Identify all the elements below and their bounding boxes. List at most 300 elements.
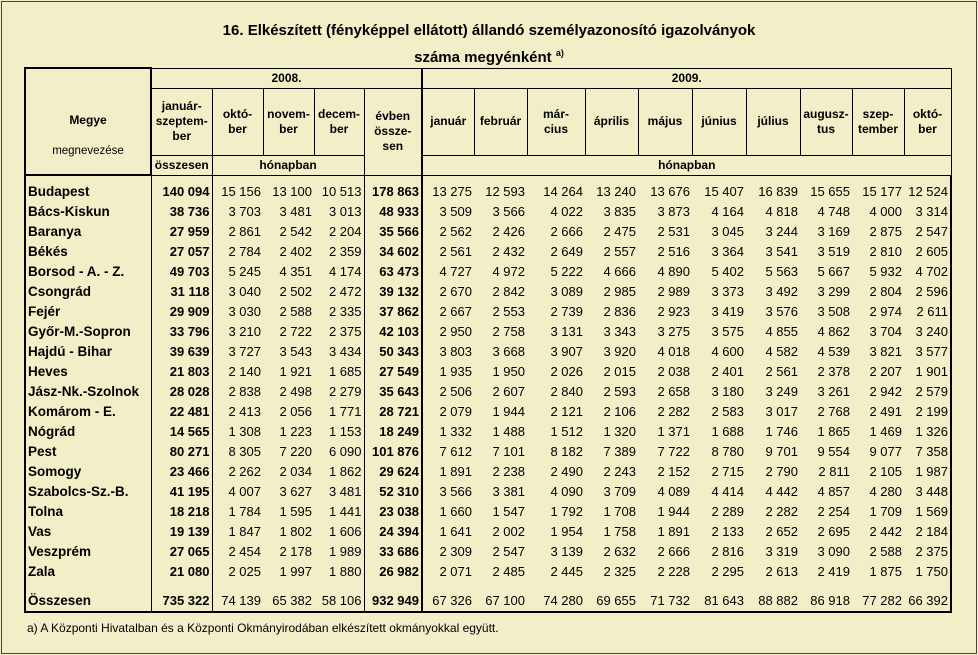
cell-value: 1 935 xyxy=(422,361,474,381)
cell-value: 14 565 xyxy=(151,421,212,441)
header-m2009-9-l1: szep- xyxy=(862,106,894,121)
row-name: Heves xyxy=(25,361,151,381)
cell-value: 8 182 xyxy=(550,443,583,459)
cell-value: 2 861 xyxy=(228,223,261,239)
cell-value: 3 299 xyxy=(817,283,850,299)
cell-value: 2 325 xyxy=(603,563,636,579)
row-name: Budapest xyxy=(25,175,151,201)
cell-value: 2 359 xyxy=(328,243,362,259)
cell-value: 2 942 xyxy=(869,383,902,399)
cell-value: 50 343 xyxy=(364,341,422,361)
cell-value: 1 891 xyxy=(657,523,690,539)
title-line-1: 16. Elkészített (fényképpel ellátott) állandó személyazonosító igazolványok xyxy=(222,22,756,39)
cell-value: 2 542 xyxy=(279,223,312,239)
header-megnevezese-label: megnevezése xyxy=(52,145,124,157)
cell-value: 3 668 xyxy=(492,343,525,359)
cell-value: 9 701 xyxy=(765,443,798,459)
cell-value: 3 169 xyxy=(817,223,850,239)
cell-value: 9 554 xyxy=(817,443,850,459)
cell-value: 2 739 xyxy=(550,303,583,319)
header-m2009-1-l1: január xyxy=(430,114,467,128)
cell-value: 2 502 xyxy=(279,283,312,299)
cell-value: 2 485 xyxy=(492,563,525,579)
cell-value: 2 596 xyxy=(904,281,951,301)
header-m2009-10-l1: októ- xyxy=(912,106,943,121)
cell-value: 2 432 xyxy=(492,243,525,259)
footnote: a) A Központi Hivatalban és a Központi Okmányirodában elkészített okmányokkal együtt. xyxy=(27,621,499,635)
cell-value: 2 613 xyxy=(765,563,798,579)
cell-value: 7 612 xyxy=(422,441,474,461)
cell-value: 140 094 xyxy=(151,175,212,201)
cell-value: 1 758 xyxy=(603,523,636,539)
cell-value: 13 100 xyxy=(272,183,312,199)
cell-value: 2 034 xyxy=(279,463,312,479)
cell-value: 31 118 xyxy=(151,281,212,301)
header-m2009-9-l2: tember xyxy=(857,121,898,136)
cell-value: 4 582 xyxy=(765,343,798,359)
cell-value: 2 588 xyxy=(279,303,312,319)
cell-value: 2 038 xyxy=(657,363,690,379)
cell-value: 1 685 xyxy=(328,363,362,379)
cell-value: 2 923 xyxy=(657,303,690,319)
header-m2009-6-l1: június xyxy=(701,114,737,128)
row-name: Tolna xyxy=(25,501,151,521)
cell-value: 1 371 xyxy=(657,423,690,439)
cell-value: 2 025 xyxy=(228,563,261,579)
header-m2009-2-l1: február xyxy=(479,114,522,128)
cell-value: 33 796 xyxy=(151,321,212,341)
cell-value: 2 335 xyxy=(328,303,362,319)
table-row xyxy=(25,341,951,361)
cell-value: 6 090 xyxy=(328,443,362,459)
cell-value: 1 709 xyxy=(869,503,902,519)
cell-value: 15 407 xyxy=(704,183,744,199)
cell-value: 3 577 xyxy=(904,341,951,361)
cell-value: 2 531 xyxy=(657,223,690,239)
table-row xyxy=(25,441,951,461)
cell-value: 2 842 xyxy=(492,283,525,299)
cell-value: 29 624 xyxy=(364,461,422,481)
cell-value: 28 721 xyxy=(364,401,422,421)
row-name: Békés xyxy=(25,241,151,261)
cell-value: 2 649 xyxy=(550,243,583,259)
cell-value: 3 481 xyxy=(328,483,362,499)
cell-value: 4 022 xyxy=(550,203,583,219)
header-m2009-7 xyxy=(746,88,800,155)
cell-value: 88 882 xyxy=(746,581,800,612)
row-name: Nógrád xyxy=(25,421,151,441)
cell-value: 4 702 xyxy=(904,261,951,281)
header-jan-szept-l3: ber xyxy=(172,129,192,143)
cell-value: 2 593 xyxy=(603,383,636,399)
row-name: Borsod - A. - Z. xyxy=(25,261,151,281)
table-header xyxy=(25,68,951,175)
cell-value: 1 332 xyxy=(422,421,474,441)
cell-value: 2 804 xyxy=(869,283,902,299)
cell-value: 27 959 xyxy=(151,221,212,241)
cell-value: 7 358 xyxy=(904,441,951,461)
table-row xyxy=(25,481,951,501)
cell-value: 4 007 xyxy=(228,483,261,499)
cell-value: 3 519 xyxy=(817,243,850,259)
cell-value: 3 017 xyxy=(765,403,798,419)
cell-value: 2 105 xyxy=(869,463,902,479)
cell-value: 3 419 xyxy=(711,303,744,319)
cell-value: 2 289 xyxy=(711,503,744,519)
cell-value: 2 950 xyxy=(422,321,474,341)
cell-value: 2 562 xyxy=(422,221,474,241)
row-name: Szabolcs-Sz.-B. xyxy=(25,481,151,501)
cell-value: 3 509 xyxy=(422,201,474,221)
cell-value: 4 164 xyxy=(711,203,744,219)
header-jan-szept-l2: szeptem- xyxy=(155,114,208,128)
cell-value: 2 426 xyxy=(492,223,525,239)
cell-value: 1 862 xyxy=(328,463,362,479)
cell-value: 3 566 xyxy=(422,481,474,501)
cell-value: 2 238 xyxy=(492,463,525,479)
header-dec-2008-l2: ber xyxy=(329,121,349,136)
cell-value: 2 658 xyxy=(657,383,690,399)
header-okt-2008-l2: ber xyxy=(228,121,247,136)
cell-value: 3 319 xyxy=(765,543,798,559)
cell-value: 2 375 xyxy=(328,323,362,339)
cell-value: 4 442 xyxy=(765,483,798,499)
cell-value: 2 816 xyxy=(711,543,744,559)
cell-value: 65 382 xyxy=(263,581,314,612)
row-name: Komárom - E. xyxy=(25,401,151,421)
cell-value: 2 475 xyxy=(603,223,636,239)
cell-value: 39 132 xyxy=(364,281,422,301)
cell-value: 3 045 xyxy=(711,223,744,239)
cell-value: 2 445 xyxy=(550,563,583,579)
cell-value: 2 588 xyxy=(869,543,902,559)
cell-value: 1 469 xyxy=(869,423,902,439)
cell-value: 4 818 xyxy=(765,203,798,219)
cell-value: 2 670 xyxy=(422,281,474,301)
cell-value: 69 655 xyxy=(585,581,638,612)
table-row xyxy=(25,581,951,612)
cell-value: 80 271 xyxy=(151,441,212,461)
header-megye-label: Megye xyxy=(69,113,107,127)
header-osszesen: összesen xyxy=(151,155,212,175)
row-name: Győr-M.-Sopron xyxy=(25,321,151,341)
cell-value: 58 106 xyxy=(314,581,364,612)
cell-value: 2 810 xyxy=(869,243,902,259)
cell-value: 2 282 xyxy=(657,403,690,419)
cell-value: 2 652 xyxy=(765,523,798,539)
cell-value: 2 516 xyxy=(657,243,690,259)
cell-value: 3 249 xyxy=(765,383,798,399)
cell-value: 3 481 xyxy=(279,203,312,219)
cell-value: 2 295 xyxy=(711,563,744,579)
cell-value: 2 607 xyxy=(492,383,525,399)
cell-value: 3 013 xyxy=(328,203,362,219)
cell-value: 8 780 xyxy=(711,443,744,459)
cell-value: 4 351 xyxy=(279,263,312,279)
cell-value: 3 448 xyxy=(904,481,951,501)
cell-value: 81 643 xyxy=(692,581,746,612)
cell-value: 2 262 xyxy=(228,463,261,479)
cell-value: 2 015 xyxy=(603,363,636,379)
header-evben-l3: sen xyxy=(382,139,404,153)
row-name: Bács-Kiskun xyxy=(25,201,151,221)
cell-value: 24 394 xyxy=(364,521,422,541)
table-row xyxy=(25,381,951,401)
cell-value: 13 240 xyxy=(596,183,636,199)
header-m2009-9 xyxy=(852,88,904,155)
cell-value: 13 275 xyxy=(422,175,474,201)
header-jan-szept xyxy=(151,88,212,155)
cell-value: 3 210 xyxy=(228,323,261,339)
cell-value: 2 611 xyxy=(904,301,951,321)
cell-value: 1 750 xyxy=(904,561,951,581)
cell-value: 3 566 xyxy=(492,203,525,219)
header-evben-l2: össze- xyxy=(374,124,412,138)
cell-value: 23 466 xyxy=(151,461,212,481)
cell-value: 4 000 xyxy=(869,203,902,219)
cell-value: 2 632 xyxy=(603,543,636,559)
cell-value: 3 275 xyxy=(657,323,690,339)
cell-value: 3 709 xyxy=(603,483,636,499)
cell-value: 2 790 xyxy=(765,463,798,479)
cell-value: 3 920 xyxy=(603,343,636,359)
cell-value: 1 708 xyxy=(603,503,636,519)
cell-value: 3 261 xyxy=(817,383,850,399)
cell-value: 5 402 xyxy=(711,263,744,279)
cell-value: 2 836 xyxy=(603,303,636,319)
cell-value: 7 389 xyxy=(603,443,636,459)
cell-value: 932 949 xyxy=(364,581,422,612)
cell-value: 3 030 xyxy=(228,303,261,319)
cell-value: 1 987 xyxy=(904,461,951,481)
header-m2009-4 xyxy=(585,88,638,155)
cell-value: 5 245 xyxy=(228,263,261,279)
cell-value: 3 131 xyxy=(550,323,583,339)
cell-value: 2 695 xyxy=(817,523,850,539)
cell-value: 3 727 xyxy=(228,343,261,359)
cell-value: 1 921 xyxy=(279,363,312,379)
cell-value: 66 392 xyxy=(904,581,951,612)
header-m2009-5-l1: május xyxy=(647,114,683,128)
cell-value: 1 641 xyxy=(422,521,474,541)
cell-value: 2 184 xyxy=(904,521,951,541)
cell-value: 2 152 xyxy=(657,463,690,479)
cell-value: 1 847 xyxy=(228,523,261,539)
cell-value: 67 326 xyxy=(422,581,474,612)
cell-value: 2 490 xyxy=(550,463,583,479)
header-nov-2008-l1: novem- xyxy=(267,106,310,121)
cell-value: 34 602 xyxy=(364,241,422,261)
header-year-2009: 2009. xyxy=(422,68,951,88)
header-m2009-8-l1: augusz- xyxy=(803,106,849,121)
cell-value: 2 178 xyxy=(279,543,312,559)
cell-value: 2 666 xyxy=(657,543,690,559)
row-name: Somogy xyxy=(25,461,151,481)
table-row xyxy=(25,401,951,421)
cell-value: 1 606 xyxy=(328,523,362,539)
cell-value: 1 944 xyxy=(492,403,525,419)
row-name: Összesen xyxy=(25,581,151,612)
row-name: Pest xyxy=(25,441,151,461)
cell-value: 3 240 xyxy=(904,321,951,341)
cell-value: 4 727 xyxy=(422,261,474,281)
cell-value: 4 666 xyxy=(603,263,636,279)
cell-value: 21 803 xyxy=(151,361,212,381)
cell-value: 2 140 xyxy=(228,363,261,379)
cell-value: 3 704 xyxy=(869,323,902,339)
table-row xyxy=(25,175,951,201)
cell-value: 2 243 xyxy=(603,463,636,479)
cell-value: 2 784 xyxy=(228,243,261,259)
cell-value: 7 101 xyxy=(492,443,525,459)
header-megye xyxy=(25,68,151,175)
cell-value: 2 561 xyxy=(765,363,798,379)
cell-value: 48 933 xyxy=(364,201,422,221)
cell-value: 1 512 xyxy=(550,423,583,439)
cell-value: 14 264 xyxy=(543,183,583,199)
cell-value: 1 320 xyxy=(603,423,636,439)
table-row xyxy=(25,501,951,521)
cell-value: 1 308 xyxy=(228,423,261,439)
cell-value: 2 309 xyxy=(422,541,474,561)
cell-value: 2 282 xyxy=(765,503,798,519)
cell-value: 2 079 xyxy=(422,401,474,421)
header-year-2008: 2008. xyxy=(151,68,422,88)
row-name: Csongrád xyxy=(25,281,151,301)
cell-value: 2 547 xyxy=(492,543,525,559)
cell-value: 3 543 xyxy=(279,343,312,359)
cell-value: 1 595 xyxy=(279,503,312,519)
cell-value: 3 364 xyxy=(711,243,744,259)
cell-value: 3 139 xyxy=(550,543,583,559)
cell-value: 28 028 xyxy=(151,381,212,401)
cell-value: 5 667 xyxy=(817,263,850,279)
cell-value: 101 876 xyxy=(364,441,422,461)
cell-value: 12 524 xyxy=(904,175,951,201)
title-footnote-marker: a) xyxy=(555,48,564,58)
cell-value: 1 954 xyxy=(550,523,583,539)
header-nov-2008-l2: ber xyxy=(279,121,298,136)
table-row xyxy=(25,241,951,261)
header-honapban-2008: hónapban xyxy=(212,155,364,175)
row-name: Zala xyxy=(25,561,151,581)
cell-value: 41 195 xyxy=(151,481,212,501)
cell-value: 42 103 xyxy=(364,321,422,341)
cell-value: 1 891 xyxy=(422,461,474,481)
cell-value: 2 121 xyxy=(550,403,583,419)
cell-value: 2 557 xyxy=(603,243,636,259)
cell-value: 2 875 xyxy=(869,223,902,239)
cell-value: 1 784 xyxy=(228,503,261,519)
cell-value: 1 223 xyxy=(279,423,312,439)
cell-value: 10 513 xyxy=(321,183,362,199)
cell-value: 2 722 xyxy=(279,323,312,339)
header-honapban-2009: hónapban xyxy=(422,155,951,175)
table-row xyxy=(25,561,951,581)
cell-value: 2 204 xyxy=(328,223,362,239)
cell-value: 4 018 xyxy=(657,343,690,359)
row-name: Hajdú - Bihar xyxy=(25,341,151,361)
cell-value: 1 660 xyxy=(422,501,474,521)
cell-value: 27 549 xyxy=(364,361,422,381)
cell-value: 2 811 xyxy=(818,463,850,479)
cell-value: 2 419 xyxy=(817,563,850,579)
cell-value: 4 600 xyxy=(711,343,744,359)
cell-value: 38 736 xyxy=(151,201,212,221)
cell-value: 4 539 xyxy=(817,343,850,359)
cell-value: 4 857 xyxy=(817,483,850,499)
cell-value: 5 563 xyxy=(765,263,798,279)
cell-value: 49 703 xyxy=(151,261,212,281)
cell-value: 21 080 xyxy=(151,561,212,581)
cell-value: 2 579 xyxy=(904,381,951,401)
cell-value: 1 771 xyxy=(328,403,362,419)
cell-value: 8 305 xyxy=(228,443,261,459)
cell-value: 1 792 xyxy=(550,503,583,519)
cell-value: 71 732 xyxy=(638,581,692,612)
table-row xyxy=(25,201,951,221)
cell-value: 2 506 xyxy=(422,381,474,401)
cell-value: 3 089 xyxy=(550,283,583,299)
cell-value: 29 909 xyxy=(151,301,212,321)
cell-value: 1 989 xyxy=(328,543,362,559)
cell-value: 2 605 xyxy=(904,241,951,261)
cell-value: 2 279 xyxy=(328,383,362,399)
cell-value: 3 575 xyxy=(711,323,744,339)
cell-value: 13 676 xyxy=(650,183,690,199)
cell-value: 2 071 xyxy=(422,561,474,581)
header-evben-l1: évben xyxy=(375,109,411,123)
cell-value: 74 280 xyxy=(527,581,585,612)
header-dec-2008-l1: decem- xyxy=(317,106,361,121)
cell-value: 3 434 xyxy=(328,343,362,359)
cell-value: 2 583 xyxy=(711,403,744,419)
cell-value: 77 282 xyxy=(852,581,904,612)
row-name: Fejér xyxy=(25,301,151,321)
cell-value: 1 865 xyxy=(817,423,850,439)
table-row xyxy=(25,521,951,541)
cell-value: 3 314 xyxy=(904,201,951,221)
cell-value: 735 322 xyxy=(151,581,212,612)
cell-value: 16 839 xyxy=(758,183,798,199)
cell-value: 2 666 xyxy=(550,223,583,239)
cell-value: 2 228 xyxy=(657,563,690,579)
cell-value: 4 174 xyxy=(328,263,362,279)
cell-value: 2 715 xyxy=(711,463,744,479)
cell-value: 3 381 xyxy=(492,483,525,499)
cell-value: 4 972 xyxy=(492,263,525,279)
cell-value: 4 890 xyxy=(657,263,690,279)
cell-value: 3 627 xyxy=(279,483,312,499)
cell-value: 2 056 xyxy=(279,403,312,419)
cell-value: 4 862 xyxy=(817,323,850,339)
cell-value: 18 218 xyxy=(151,501,212,521)
cell-value: 2 561 xyxy=(422,241,474,261)
cell-value: 1 950 xyxy=(492,363,525,379)
header-m2009-8-l2: tus xyxy=(817,121,835,136)
cell-value: 3 040 xyxy=(228,283,261,299)
cell-value: 52 310 xyxy=(364,481,422,501)
row-name: Veszprém xyxy=(25,541,151,561)
cell-value: 2 989 xyxy=(657,283,690,299)
cell-value: 33 686 xyxy=(364,541,422,561)
header-m2009-6 xyxy=(692,88,746,155)
table-body xyxy=(25,175,951,612)
cell-value: 2 553 xyxy=(492,303,525,319)
cell-value: 5 932 xyxy=(869,263,902,279)
cell-value: 22 481 xyxy=(151,401,212,421)
title-line-2 xyxy=(0,42,978,69)
